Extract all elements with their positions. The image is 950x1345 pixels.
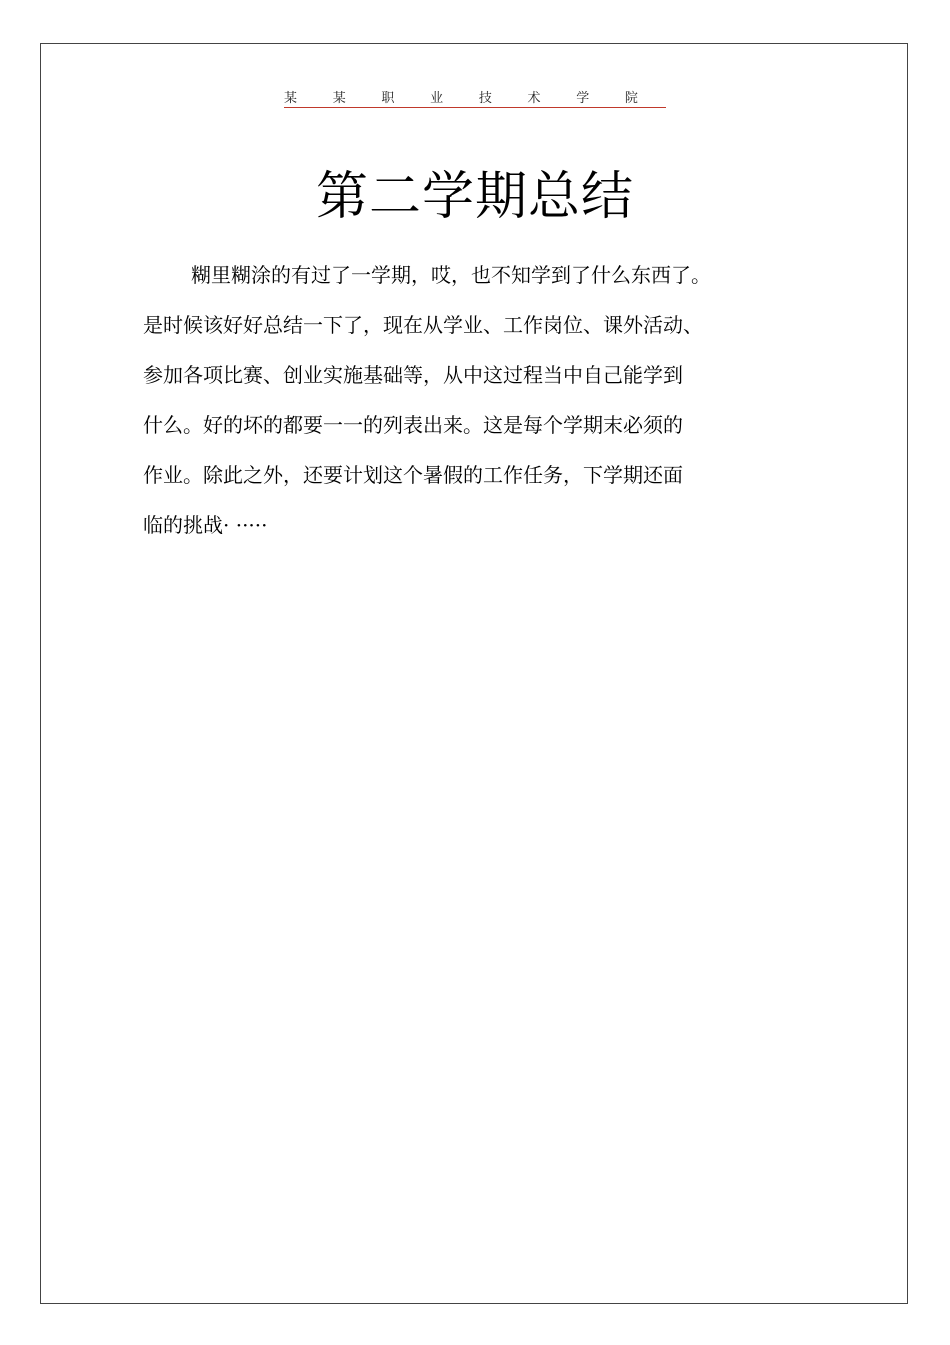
body-paragraph — [143, 250, 758, 550]
school-name-char: 职 — [381, 91, 395, 106]
page-border — [40, 43, 908, 1304]
school-name-char: 术 — [527, 91, 541, 106]
paragraph-line: 是时候该好好总结一下了，现在从学业、工作岗位、课外活动、 — [143, 313, 703, 337]
school-name-char: 某 — [332, 91, 346, 106]
school-name-char: 某 — [284, 91, 298, 106]
paragraph-line: 参加各项比赛、创业实施基础等，从中这过程当中自己能学到 — [143, 363, 683, 387]
page-header — [284, 86, 666, 108]
document-title: 第二学期总结 — [315, 167, 634, 227]
paragraph-line: 什么。好的坏的都要一一的列表出来。这是每个学期末必须的 — [143, 413, 683, 437]
school-name-char: 学 — [576, 91, 590, 106]
paragraph-line: 临的挑战· ····· — [143, 513, 268, 537]
school-name-char: 技 — [478, 91, 492, 106]
paragraph-line: 糊里糊涂的有过了一学期，哎，也不知学到了什么东西了。 — [191, 263, 711, 287]
school-name-char: 业 — [430, 91, 444, 106]
paragraph-line: 作业。除此之外，还要计划这个暑假的工作任务，下学期还面 — [143, 463, 683, 487]
school-name — [284, 87, 666, 106]
school-name-char: 院 — [624, 91, 638, 106]
